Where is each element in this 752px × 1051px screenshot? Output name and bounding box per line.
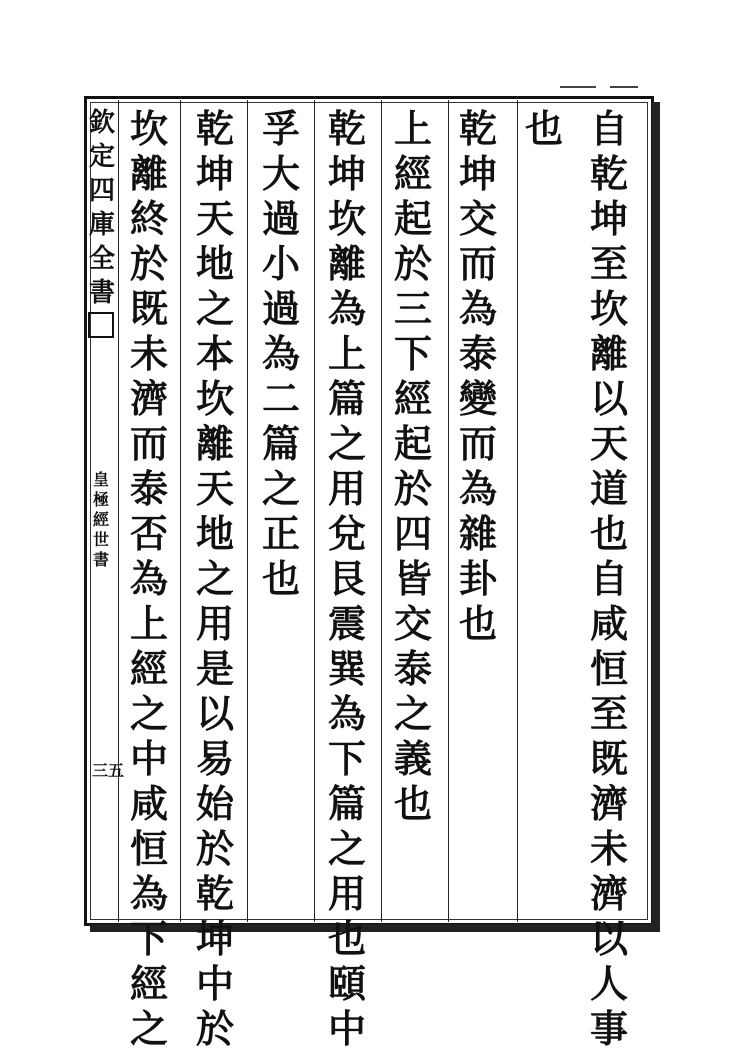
- glyph: 書: [88, 278, 115, 308]
- glyph: 天: [589, 421, 628, 466]
- glyph: 也: [261, 556, 300, 601]
- glyph: 變: [458, 376, 497, 421]
- glyph: 世: [92, 530, 109, 549]
- glyph: 過: [261, 286, 300, 331]
- glyph: 泰: [458, 331, 497, 376]
- glyph: 之: [393, 691, 432, 736]
- glyph: 上: [129, 601, 168, 646]
- glyph: 之: [195, 556, 234, 601]
- glyph: 於: [195, 826, 234, 871]
- glyph: 坤: [195, 151, 234, 196]
- glyph: 泰: [393, 646, 432, 691]
- glyph: 而: [458, 421, 497, 466]
- glyph: 上: [327, 331, 366, 376]
- glyph: 天: [195, 466, 234, 511]
- glyph: 為: [327, 286, 366, 331]
- glyph: 坤: [458, 151, 497, 196]
- glyph: 道: [589, 466, 628, 511]
- glyph: 既: [589, 736, 628, 781]
- glyph: 本: [195, 331, 234, 376]
- margin-fish-tail-mark: [88, 312, 114, 338]
- frame-shadow: [90, 924, 660, 932]
- margin-scribble: [610, 86, 638, 88]
- glyph: 終: [129, 196, 168, 241]
- glyph: 於: [195, 1006, 234, 1051]
- glyph: 用: [327, 871, 366, 916]
- margin-subtitle: [90, 470, 112, 570]
- glyph: 以: [589, 916, 628, 961]
- glyph: 為: [261, 331, 300, 376]
- glyph: 經: [393, 151, 432, 196]
- glyph: 於: [393, 241, 432, 286]
- glyph: 雜: [458, 511, 497, 556]
- glyph: 交: [458, 196, 497, 241]
- glyph: 乾: [458, 106, 497, 151]
- glyph: 於: [129, 241, 168, 286]
- glyph: 下: [129, 916, 168, 961]
- glyph: 下: [393, 331, 432, 376]
- glyph: 為: [458, 466, 497, 511]
- glyph: 也: [327, 916, 366, 961]
- glyph: 也: [589, 511, 628, 556]
- glyph: 乾: [327, 106, 366, 151]
- glyph: 上: [393, 106, 432, 151]
- glyph: 四: [393, 511, 432, 556]
- glyph: 天: [195, 196, 234, 241]
- glyph: 坎: [129, 106, 168, 151]
- glyph: 定: [88, 142, 115, 172]
- glyph: 全: [88, 244, 115, 274]
- glyph: 恒: [589, 646, 628, 691]
- glyph: 起: [393, 421, 432, 466]
- frame-shadow-right: [652, 102, 660, 932]
- margin-scribble: [560, 86, 596, 88]
- glyph: 離: [589, 331, 628, 376]
- glyph: 之: [129, 691, 168, 736]
- glyph: 濟: [129, 376, 168, 421]
- text-column-3: [449, 106, 507, 916]
- glyph: 是: [195, 646, 234, 691]
- glyph: 以: [589, 376, 628, 421]
- text-column-6: [252, 106, 310, 916]
- glyph: 書: [92, 550, 109, 569]
- glyph: 用: [195, 601, 234, 646]
- text-column-8: [120, 106, 178, 1051]
- glyph: 下: [327, 736, 366, 781]
- glyph: 震: [327, 601, 366, 646]
- glyph: 於: [393, 466, 432, 511]
- glyph: 經: [129, 646, 168, 691]
- glyph: 為: [129, 556, 168, 601]
- glyph: 用: [327, 466, 366, 511]
- glyph: 中: [129, 736, 168, 781]
- glyph: 坎: [195, 376, 234, 421]
- glyph: 未: [589, 826, 628, 871]
- glyph: 始: [195, 781, 234, 826]
- glyph: 經: [129, 961, 168, 1006]
- glyph: 人: [589, 961, 628, 1006]
- glyph: 為: [129, 871, 168, 916]
- glyph: 離: [327, 241, 366, 286]
- glyph: 孚: [261, 106, 300, 151]
- glyph: 四: [88, 176, 115, 206]
- glyph: 篇: [327, 376, 366, 421]
- glyph: 之: [327, 826, 366, 871]
- glyph: 頤: [327, 961, 366, 1006]
- glyph: 三: [393, 286, 432, 331]
- glyph: 二: [261, 376, 300, 421]
- glyph: 恒: [129, 826, 168, 871]
- glyph: 兌: [327, 511, 366, 556]
- glyph: 未: [129, 331, 168, 376]
- glyph: 起: [393, 196, 432, 241]
- glyph: 卦: [458, 556, 497, 601]
- glyph: 既: [129, 286, 168, 331]
- glyph: 中: [195, 961, 234, 1006]
- glyph: 離: [129, 151, 168, 196]
- glyph: 地: [195, 241, 234, 286]
- glyph: 咸: [129, 781, 168, 826]
- glyph: 咸: [589, 601, 628, 646]
- glyph: 篇: [261, 421, 300, 466]
- glyph: 坤: [589, 196, 628, 241]
- column-divider: [118, 100, 119, 922]
- glyph: 否: [129, 511, 168, 556]
- glyph: 坤: [195, 916, 234, 961]
- glyph: 地: [195, 511, 234, 556]
- glyph: 濟: [589, 781, 628, 826]
- glyph: 而: [458, 241, 497, 286]
- glyph: 欽: [88, 108, 115, 138]
- glyph: 經: [393, 376, 432, 421]
- glyph: 乾: [195, 871, 234, 916]
- glyph: 自: [589, 106, 628, 151]
- glyph: 坤: [327, 151, 366, 196]
- glyph: 之: [129, 1006, 168, 1051]
- glyph: 而: [129, 421, 168, 466]
- glyph: 至: [589, 241, 628, 286]
- glyph: 泰: [129, 466, 168, 511]
- column-divider: [314, 100, 315, 922]
- glyph: 小: [261, 241, 300, 286]
- glyph: 之: [327, 421, 366, 466]
- page-number: 三五: [92, 761, 125, 780]
- glyph: 大: [261, 151, 300, 196]
- glyph: 義: [393, 736, 432, 781]
- glyph: 極: [92, 490, 109, 509]
- glyph: 之: [195, 286, 234, 331]
- text-column-2: [515, 106, 573, 916]
- glyph: 皇: [92, 470, 109, 489]
- column-divider: [381, 100, 382, 922]
- glyph: 皆: [393, 556, 432, 601]
- glyph: 艮: [327, 556, 366, 601]
- glyph: 交: [393, 601, 432, 646]
- text-column-5: [318, 106, 376, 1051]
- glyph: 經: [92, 510, 109, 529]
- glyph: 巽: [327, 646, 366, 691]
- glyph: 離: [195, 421, 234, 466]
- glyph: 庫: [88, 210, 115, 240]
- text-column-7: [186, 106, 244, 1051]
- glyph: 坎: [589, 286, 628, 331]
- glyph: 乾: [589, 151, 628, 196]
- glyph: 中: [327, 1006, 366, 1051]
- column-divider: [247, 100, 248, 922]
- glyph: 坎: [327, 196, 366, 241]
- margin-book-title: [88, 106, 116, 310]
- glyph: 過: [261, 196, 300, 241]
- glyph: 以: [195, 691, 234, 736]
- glyph: 自: [589, 556, 628, 601]
- glyph: 乾: [195, 106, 234, 151]
- glyph: 之: [261, 466, 300, 511]
- glyph: 易: [195, 736, 234, 781]
- glyph: 至: [589, 691, 628, 736]
- glyph: 也: [458, 601, 497, 646]
- glyph: 也: [393, 781, 432, 826]
- column-divider: [180, 100, 181, 922]
- glyph: 事: [589, 1006, 628, 1051]
- glyph: 為: [458, 286, 497, 331]
- text-column-1: [580, 106, 638, 1051]
- glyph: 正: [261, 511, 300, 556]
- glyph: 為: [327, 691, 366, 736]
- glyph: 也: [524, 106, 563, 151]
- glyph: 濟: [589, 871, 628, 916]
- glyph: 篇: [327, 781, 366, 826]
- text-column-4: [384, 106, 442, 916]
